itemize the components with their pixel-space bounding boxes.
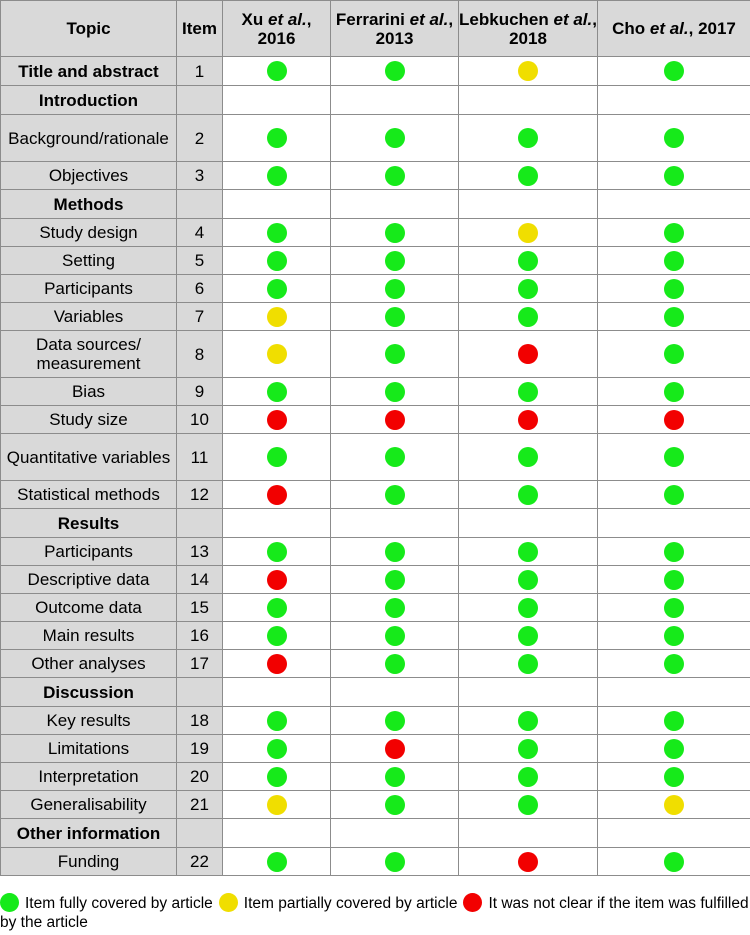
topic-cell: Discussion — [1, 678, 177, 707]
green-dot-icon — [267, 626, 287, 646]
header-row — [1, 1, 750, 57]
rating-cell — [223, 162, 331, 190]
green-dot-icon — [664, 852, 684, 872]
rating-cell — [223, 848, 331, 876]
topic-cell: Methods — [1, 190, 177, 219]
rating-cell — [459, 162, 598, 190]
topic-cell: Introduction — [1, 86, 177, 115]
rating-cell — [331, 566, 459, 594]
rating-cell — [223, 819, 331, 848]
green-dot-icon — [518, 711, 538, 731]
rating-cell — [331, 275, 459, 303]
rating-cell — [459, 57, 598, 86]
rating-cell — [459, 247, 598, 275]
rating-cell — [223, 275, 331, 303]
rating-cell — [598, 819, 750, 848]
rating-cell — [459, 434, 598, 481]
topic-cell: Setting — [1, 247, 177, 275]
green-dot-icon — [518, 279, 538, 299]
rating-cell — [331, 378, 459, 406]
section-row — [1, 190, 750, 219]
green-dot-icon — [385, 711, 405, 731]
item-number-cell: 20 — [177, 763, 223, 791]
red-dot-icon — [518, 410, 538, 430]
rating-cell — [223, 481, 331, 509]
green-dot-icon — [664, 279, 684, 299]
rating-cell — [459, 331, 598, 378]
topic-cell: Results — [1, 509, 177, 538]
red-dot-icon — [463, 893, 482, 912]
rating-cell — [223, 707, 331, 735]
rating-cell — [331, 735, 459, 763]
green-dot-icon — [518, 795, 538, 815]
item-number-cell: 11 — [177, 434, 223, 481]
rating-cell — [598, 509, 750, 538]
green-dot-icon — [267, 542, 287, 562]
item-number-cell: 17 — [177, 650, 223, 678]
item-number-cell: 9 — [177, 378, 223, 406]
topic-cell: Background/rationale — [1, 115, 177, 162]
table-row — [1, 331, 750, 378]
green-dot-icon — [385, 795, 405, 815]
green-dot-icon — [267, 598, 287, 618]
item-number-cell: 5 — [177, 247, 223, 275]
section-row — [1, 57, 750, 86]
green-dot-icon — [267, 852, 287, 872]
green-dot-icon — [385, 654, 405, 674]
green-dot-icon — [267, 711, 287, 731]
rating-cell — [223, 735, 331, 763]
topic-cell: Funding — [1, 848, 177, 876]
green-dot-icon — [518, 128, 538, 148]
rating-cell — [459, 538, 598, 566]
rating-cell — [331, 538, 459, 566]
rating-cell — [223, 406, 331, 434]
topic-cell: Bias — [1, 378, 177, 406]
section-row — [1, 86, 750, 115]
green-dot-icon — [518, 485, 538, 505]
topic-cell: Limitations — [1, 735, 177, 763]
green-dot-icon — [518, 626, 538, 646]
green-dot-icon — [664, 307, 684, 327]
table-row — [1, 162, 750, 190]
table-row — [1, 378, 750, 406]
green-dot-icon — [385, 570, 405, 590]
green-dot-icon — [385, 542, 405, 562]
rating-cell — [331, 162, 459, 190]
rating-cell — [223, 86, 331, 115]
rating-cell — [598, 650, 750, 678]
yellow-dot-icon — [267, 307, 287, 327]
item-number-cell: 6 — [177, 275, 223, 303]
rating-cell — [598, 115, 750, 162]
rating-cell — [598, 481, 750, 509]
item-number-cell: 8 — [177, 331, 223, 378]
header-study-4: Cho et al., 2017 — [598, 1, 750, 57]
green-dot-icon — [0, 893, 19, 912]
item-number-cell: 7 — [177, 303, 223, 331]
rating-cell — [331, 481, 459, 509]
topic-cell: Statistical methods — [1, 481, 177, 509]
topic-cell: Participants — [1, 538, 177, 566]
red-dot-icon — [385, 739, 405, 759]
green-dot-icon — [385, 626, 405, 646]
topic-cell: Main results — [1, 622, 177, 650]
rating-cell — [598, 678, 750, 707]
rating-cell — [459, 622, 598, 650]
green-dot-icon — [664, 626, 684, 646]
green-dot-icon — [518, 598, 538, 618]
topic-cell: Other analyses — [1, 650, 177, 678]
header-study-2: Ferrarini et al., 2013 — [331, 1, 459, 57]
rating-cell — [223, 509, 331, 538]
red-dot-icon — [664, 410, 684, 430]
rating-cell — [223, 538, 331, 566]
green-dot-icon — [664, 251, 684, 271]
red-dot-icon — [385, 410, 405, 430]
topic-cell: Generalisability — [1, 791, 177, 819]
topic-cell: Study design — [1, 219, 177, 247]
green-dot-icon — [664, 739, 684, 759]
green-dot-icon — [267, 767, 287, 787]
green-dot-icon — [664, 485, 684, 505]
item-number-cell: 14 — [177, 566, 223, 594]
green-dot-icon — [385, 767, 405, 787]
section-row — [1, 678, 750, 707]
green-dot-icon — [518, 542, 538, 562]
rating-cell — [223, 331, 331, 378]
rating-cell — [223, 566, 331, 594]
rating-cell — [331, 86, 459, 115]
rating-cell — [223, 650, 331, 678]
table-row — [1, 247, 750, 275]
table-row — [1, 538, 750, 566]
table-row — [1, 406, 750, 434]
green-dot-icon — [385, 223, 405, 243]
rating-cell — [459, 594, 598, 622]
green-dot-icon — [385, 598, 405, 618]
table-row — [1, 219, 750, 247]
rating-cell — [223, 57, 331, 86]
yellow-dot-icon — [267, 795, 287, 815]
table-row — [1, 622, 750, 650]
green-dot-icon — [385, 447, 405, 467]
rating-cell — [331, 434, 459, 481]
rating-cell — [598, 219, 750, 247]
green-dot-icon — [518, 767, 538, 787]
item-number-cell: 3 — [177, 162, 223, 190]
item-number-cell: 12 — [177, 481, 223, 509]
item-number-cell: 13 — [177, 538, 223, 566]
rating-cell — [331, 331, 459, 378]
green-dot-icon — [267, 382, 287, 402]
green-dot-icon — [267, 279, 287, 299]
green-dot-icon — [664, 223, 684, 243]
legend — [0, 894, 750, 932]
header-study-1: Xu et al., 2016 — [223, 1, 331, 57]
rating-cell — [598, 331, 750, 378]
green-dot-icon — [385, 344, 405, 364]
item-number-cell: 2 — [177, 115, 223, 162]
rating-cell — [223, 219, 331, 247]
rating-cell — [459, 219, 598, 247]
green-dot-icon — [385, 307, 405, 327]
rating-cell — [459, 819, 598, 848]
rating-cell — [223, 594, 331, 622]
red-dot-icon — [267, 570, 287, 590]
rating-cell — [598, 406, 750, 434]
yellow-dot-icon — [219, 893, 238, 912]
green-dot-icon — [518, 739, 538, 759]
rating-cell — [459, 791, 598, 819]
rating-cell — [331, 622, 459, 650]
rating-cell — [459, 481, 598, 509]
green-dot-icon — [664, 711, 684, 731]
rating-cell — [598, 86, 750, 115]
yellow-dot-icon — [267, 344, 287, 364]
rating-cell — [331, 678, 459, 707]
rating-cell — [459, 190, 598, 219]
rating-cell — [331, 707, 459, 735]
rating-cell — [331, 509, 459, 538]
item-number-cell: 21 — [177, 791, 223, 819]
table-row — [1, 791, 750, 819]
rating-cell — [598, 763, 750, 791]
rating-cell — [459, 86, 598, 115]
green-dot-icon — [664, 767, 684, 787]
green-dot-icon — [267, 447, 287, 467]
green-dot-icon — [385, 166, 405, 186]
green-dot-icon — [518, 447, 538, 467]
green-dot-icon — [664, 447, 684, 467]
item-number-cell — [177, 819, 223, 848]
header-study-3: Lebkuchen et al., 2018 — [459, 1, 598, 57]
red-dot-icon — [518, 852, 538, 872]
table-row — [1, 303, 750, 331]
item-number-cell: 22 — [177, 848, 223, 876]
legend-item-unclear: It was not clear if the item was fulfilled by the article — [0, 895, 749, 932]
table-row — [1, 735, 750, 763]
item-number-cell — [177, 190, 223, 219]
rating-cell — [223, 303, 331, 331]
topic-cell: Interpretation — [1, 763, 177, 791]
table-row — [1, 275, 750, 303]
green-dot-icon — [385, 128, 405, 148]
rating-cell — [331, 190, 459, 219]
rating-cell — [223, 791, 331, 819]
rating-cell — [331, 594, 459, 622]
green-dot-icon — [664, 570, 684, 590]
legend-item-partial: Item partially covered by article — [219, 895, 458, 912]
rating-cell — [459, 763, 598, 791]
rating-cell — [331, 819, 459, 848]
green-dot-icon — [518, 382, 538, 402]
header-item: Item — [177, 1, 223, 57]
rating-cell — [331, 650, 459, 678]
rating-cell — [223, 378, 331, 406]
table-row — [1, 481, 750, 509]
green-dot-icon — [518, 251, 538, 271]
item-number-cell: 19 — [177, 735, 223, 763]
yellow-dot-icon — [518, 61, 538, 81]
rating-cell — [598, 434, 750, 481]
rating-cell — [459, 406, 598, 434]
red-dot-icon — [267, 485, 287, 505]
rating-cell — [598, 594, 750, 622]
green-dot-icon — [664, 344, 684, 364]
green-dot-icon — [385, 852, 405, 872]
yellow-dot-icon — [664, 795, 684, 815]
rating-cell — [331, 115, 459, 162]
rating-cell — [331, 791, 459, 819]
topic-cell: Outcome data — [1, 594, 177, 622]
red-dot-icon — [518, 344, 538, 364]
green-dot-icon — [664, 598, 684, 618]
rating-cell — [598, 622, 750, 650]
item-number-cell: 4 — [177, 219, 223, 247]
rating-cell — [459, 115, 598, 162]
item-number-cell — [177, 509, 223, 538]
topic-cell: Other information — [1, 819, 177, 848]
rating-cell — [459, 566, 598, 594]
item-number-cell: 16 — [177, 622, 223, 650]
table-row — [1, 650, 750, 678]
rating-cell — [223, 190, 331, 219]
rating-cell — [459, 707, 598, 735]
topic-cell: Title and abstract — [1, 57, 177, 86]
green-dot-icon — [267, 61, 287, 81]
rating-cell — [598, 566, 750, 594]
green-dot-icon — [385, 485, 405, 505]
item-number-cell: 15 — [177, 594, 223, 622]
green-dot-icon — [518, 166, 538, 186]
table-row — [1, 848, 750, 876]
green-dot-icon — [664, 128, 684, 148]
rating-cell — [331, 763, 459, 791]
green-dot-icon — [385, 251, 405, 271]
green-dot-icon — [267, 251, 287, 271]
green-dot-icon — [267, 128, 287, 148]
item-number-cell — [177, 86, 223, 115]
rating-cell — [331, 219, 459, 247]
rating-cell — [459, 303, 598, 331]
rating-cell — [331, 406, 459, 434]
topic-cell: Data sources/ measurement — [1, 331, 177, 378]
green-dot-icon — [385, 279, 405, 299]
topic-cell: Participants — [1, 275, 177, 303]
rating-cell — [598, 735, 750, 763]
item-number-cell: 18 — [177, 707, 223, 735]
topic-cell: Variables — [1, 303, 177, 331]
rating-cell — [598, 162, 750, 190]
rating-cell — [459, 509, 598, 538]
red-dot-icon — [267, 654, 287, 674]
rating-cell — [459, 848, 598, 876]
rating-cell — [223, 247, 331, 275]
rating-cell — [598, 707, 750, 735]
rating-cell — [598, 57, 750, 86]
rating-cell — [459, 678, 598, 707]
rating-cell — [331, 848, 459, 876]
table-row — [1, 707, 750, 735]
rating-cell — [223, 678, 331, 707]
yellow-dot-icon — [518, 223, 538, 243]
rating-cell — [598, 791, 750, 819]
section-row — [1, 509, 750, 538]
green-dot-icon — [664, 542, 684, 562]
item-number-cell — [177, 678, 223, 707]
topic-cell: Objectives — [1, 162, 177, 190]
legend-item-full: Item fully covered by article — [0, 895, 213, 912]
rating-cell — [598, 378, 750, 406]
rating-cell — [459, 378, 598, 406]
item-number-cell: 1 — [177, 57, 223, 86]
table-row — [1, 115, 750, 162]
rating-cell — [459, 735, 598, 763]
table-body — [1, 57, 750, 876]
green-dot-icon — [664, 166, 684, 186]
green-dot-icon — [664, 382, 684, 402]
green-dot-icon — [518, 654, 538, 674]
green-dot-icon — [267, 166, 287, 186]
topic-cell: Descriptive data — [1, 566, 177, 594]
rating-cell — [459, 650, 598, 678]
topic-cell: Study size — [1, 406, 177, 434]
rating-cell — [223, 434, 331, 481]
table-row — [1, 434, 750, 481]
rating-cell — [223, 763, 331, 791]
rating-cell — [598, 275, 750, 303]
rating-cell — [598, 848, 750, 876]
topic-cell: Key results — [1, 707, 177, 735]
rating-cell — [459, 275, 598, 303]
green-dot-icon — [518, 307, 538, 327]
header-topic: Topic — [1, 1, 177, 57]
rating-cell — [598, 247, 750, 275]
rating-cell — [331, 303, 459, 331]
topic-cell: Quantitative variables — [1, 434, 177, 481]
green-dot-icon — [664, 654, 684, 674]
red-dot-icon — [267, 410, 287, 430]
green-dot-icon — [385, 382, 405, 402]
green-dot-icon — [518, 570, 538, 590]
table-row — [1, 594, 750, 622]
rating-cell — [598, 190, 750, 219]
green-dot-icon — [664, 61, 684, 81]
rating-cell — [331, 57, 459, 86]
rating-cell — [223, 115, 331, 162]
rating-cell — [598, 538, 750, 566]
rating-cell — [598, 303, 750, 331]
green-dot-icon — [385, 61, 405, 81]
table-row — [1, 763, 750, 791]
item-number-cell: 10 — [177, 406, 223, 434]
rating-cell — [223, 622, 331, 650]
table-row — [1, 566, 750, 594]
green-dot-icon — [267, 739, 287, 759]
green-dot-icon — [267, 223, 287, 243]
section-row — [1, 819, 750, 848]
rating-cell — [331, 247, 459, 275]
